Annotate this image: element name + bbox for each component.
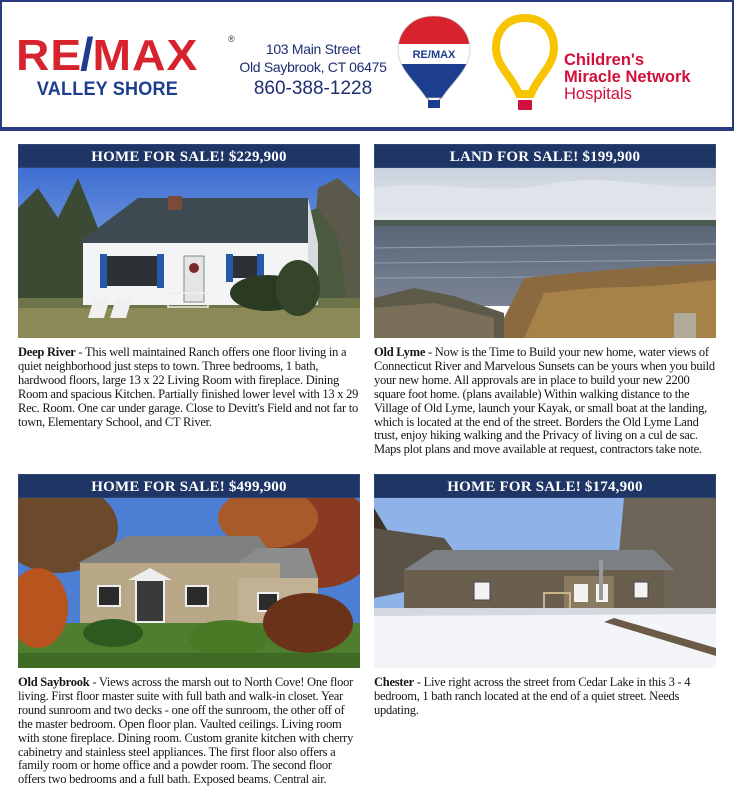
listing-town: Chester: [374, 675, 414, 689]
cape-house-image: [18, 498, 360, 668]
listing-text: - Live right across the street from Cedar Lake in this 3 - 4 bedroom, 1 bath ranch located at the end of a quiet street. Needs updating.: [374, 675, 691, 717]
listing-description: [18, 346, 360, 429]
remax-valley-shore-logo: [16, 28, 235, 101]
listing-text: - Views across the marsh out to North Cove! One floor living. First floor master suite with full bath and walk-in closet. Year round sunroom and two decks - one off the sunroom, the other off of the master bedroom. Open floor plan. Vaulted ceilings. Living room with stone fireplace. Dining room. Custom granite kitchen with cherry cabinetry and stainless steel appliances. The first floor also offers a family room or home office and a powder room. The second floor offers two bedrooms and a full bath. Exposed beams. Central air.: [18, 675, 354, 787]
listing-heading: HOME FOR SALE! $229,900: [18, 144, 360, 168]
winter-ranch-image: [374, 498, 716, 668]
remax-wordmark: RE/MAX: [16, 28, 199, 80]
office-phone: 860-388-1228: [253, 78, 373, 99]
listing-town: Deep River: [18, 345, 76, 359]
listing-heading: LAND FOR SALE! $199,900: [374, 144, 716, 168]
listing-old-saybrook: [18, 474, 360, 787]
ranch-house-image: [18, 168, 360, 338]
listing-old-lyme: [374, 144, 716, 457]
charity-line-2: Miracle Network: [564, 68, 691, 86]
charity-line-1: Children's: [564, 51, 645, 69]
balloon-label: RE/MAX: [412, 49, 456, 61]
listing-description: [374, 676, 716, 718]
listing-heading: HOME FOR SALE! $174,900: [374, 474, 716, 498]
listing-deep-river: [18, 144, 360, 429]
listing-description: [18, 676, 360, 787]
listing-text: - This well maintained Ranch offers one floor living in a quiet neighborhood just steps to town. Three bedrooms, 1 bath, hardwood floors, large 13 x 22 Living Room with fireplace. Dining Room and spacious Kitchen. Partially finished lower level with 13 x 29 Rec. Room. One car under garage. Close to Devitt's Field and not far to town, Elementary School, and CT River.: [18, 345, 359, 429]
listing-text: - Now is the Time to Build your new home, water views of Connecticut River and Marvelous Sunsets can be yours when you build your new home. All approvals are in place to build your new 2200 square foot home. (plans available) Within walking distance to the Village of Old Lyme, launch your Kayak, or small boat at the landing, which is located at the end of the street. Borders the Old Lyme Land trust, enjoy hiking walking and the Privacy of living on a cul de sac. Maps plot plans and move available at request, contractors take note.: [374, 345, 715, 457]
ad-header: [0, 0, 734, 131]
remax-balloon-icon: [396, 14, 472, 114]
charity-line-3: Hospitals: [564, 85, 632, 103]
listing-chester: [374, 474, 716, 718]
listing-description: [374, 346, 716, 457]
address-city: Old Saybrook, CT 06475: [239, 59, 387, 75]
address-street: 103 Main Street: [265, 41, 361, 57]
listing-town: Old Lyme: [374, 345, 426, 359]
house-photo: [18, 168, 360, 338]
registered-mark: ®: [228, 34, 235, 44]
charity-logo-text: [564, 52, 734, 103]
office-address: [238, 40, 388, 101]
land-photo: [374, 168, 716, 338]
listing-town: Old Saybrook: [18, 675, 90, 689]
river-view-image: [374, 168, 716, 338]
house-photo: [374, 498, 716, 668]
listing-heading: HOME FOR SALE! $499,900: [18, 474, 360, 498]
house-photo: [18, 498, 360, 668]
balloon-charity-icon: [492, 14, 558, 114]
office-name: VALLEY SHORE: [36, 79, 178, 100]
